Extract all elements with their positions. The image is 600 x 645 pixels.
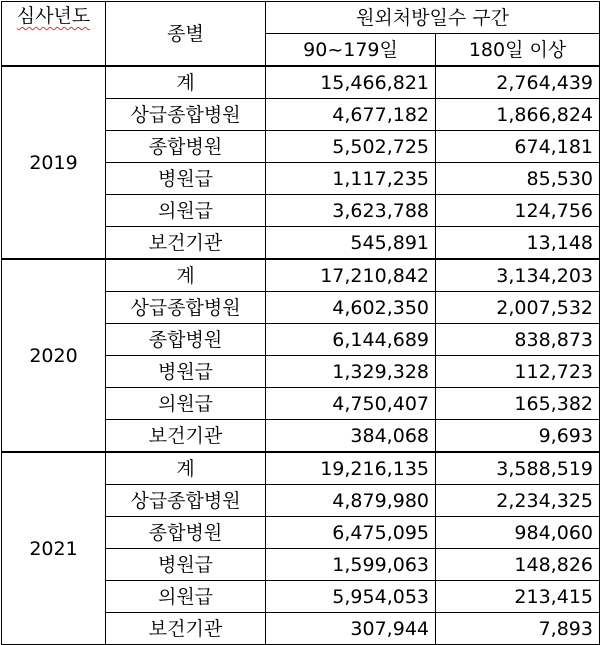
kind-cell: 계 <box>106 66 266 99</box>
range-90-179-header: 90~179일 <box>266 34 436 67</box>
year-column-header: 심사년도 <box>2 2 106 67</box>
range-90-179-value: 1,117,235 <box>266 163 436 195</box>
year-cell: 2020 <box>2 259 106 452</box>
kind-cell: 보건기관 <box>106 227 266 260</box>
kind-cell: 종합병원 <box>106 131 266 163</box>
range-90-179-value: 19,216,135 <box>266 452 436 485</box>
range-90-179-value: 1,329,328 <box>266 356 436 388</box>
kind-cell: 병원급 <box>106 356 266 388</box>
kind-cell: 계 <box>106 259 266 292</box>
kind-cell: 의원급 <box>106 195 266 227</box>
range-180-plus-value: 9,693 <box>436 420 600 453</box>
range-90-179-value: 5,954,053 <box>266 581 436 613</box>
range-180-plus-value: 85,530 <box>436 163 600 195</box>
range-180-plus-value: 838,873 <box>436 324 600 356</box>
range-90-179-value: 6,144,689 <box>266 324 436 356</box>
kind-cell: 의원급 <box>106 581 266 613</box>
range-90-179-value: 5,502,725 <box>266 131 436 163</box>
kind-cell: 보건기관 <box>106 613 266 645</box>
kind-cell: 종합병원 <box>106 324 266 356</box>
range-180-plus-value: 124,756 <box>436 195 600 227</box>
range-180-plus-value: 2,234,325 <box>436 485 600 517</box>
kind-cell: 병원급 <box>106 549 266 581</box>
range-90-179-value: 17,210,842 <box>266 259 436 292</box>
kind-cell: 상급종합병원 <box>106 99 266 131</box>
range-90-179-value: 384,068 <box>266 420 436 453</box>
range-180-plus-header: 180일 이상 <box>436 34 600 67</box>
range-180-plus-value: 984,060 <box>436 517 600 549</box>
table-header <box>2 2 600 67</box>
kind-cell: 의원급 <box>106 388 266 420</box>
range-90-179-value: 15,466,821 <box>266 66 436 99</box>
range-180-plus-value: 1,866,824 <box>436 99 600 131</box>
range-180-plus-value: 13,148 <box>436 227 600 260</box>
range-180-plus-value: 148,826 <box>436 549 600 581</box>
kind-cell: 상급종합병원 <box>106 292 266 324</box>
range-90-179-value: 6,475,095 <box>266 517 436 549</box>
range-90-179-value: 3,623,788 <box>266 195 436 227</box>
range-group-header: 원외처방일수 구간 <box>266 2 600 34</box>
prescription-days-table <box>1 1 600 645</box>
range-180-plus-value: 213,415 <box>436 581 600 613</box>
kind-cell: 보건기관 <box>106 420 266 453</box>
range-90-179-value: 4,879,980 <box>266 485 436 517</box>
range-90-179-value: 4,602,350 <box>266 292 436 324</box>
kind-cell: 병원급 <box>106 163 266 195</box>
range-90-179-value: 4,750,407 <box>266 388 436 420</box>
table-body <box>2 66 600 645</box>
year-cell: 2019 <box>2 66 106 259</box>
table-row <box>2 259 600 292</box>
range-180-plus-value: 112,723 <box>436 356 600 388</box>
table-row <box>2 452 600 485</box>
kind-cell: 상급종합병원 <box>106 485 266 517</box>
range-180-plus-value: 2,764,439 <box>436 66 600 99</box>
range-180-plus-value: 165,382 <box>436 388 600 420</box>
range-90-179-value: 307,944 <box>266 613 436 645</box>
kind-cell: 종합병원 <box>106 517 266 549</box>
kind-column-header: 종별 <box>106 2 266 67</box>
range-90-179-value: 4,677,182 <box>266 99 436 131</box>
range-180-plus-value: 674,181 <box>436 131 600 163</box>
range-180-plus-value: 2,007,532 <box>436 292 600 324</box>
kind-cell: 계 <box>106 452 266 485</box>
range-90-179-value: 1,599,063 <box>266 549 436 581</box>
year-cell: 2021 <box>2 452 106 645</box>
range-90-179-value: 545,891 <box>266 227 436 260</box>
range-180-plus-value: 7,893 <box>436 613 600 645</box>
range-180-plus-value: 3,134,203 <box>436 259 600 292</box>
table-row <box>2 66 600 99</box>
range-180-plus-value: 3,588,519 <box>436 452 600 485</box>
